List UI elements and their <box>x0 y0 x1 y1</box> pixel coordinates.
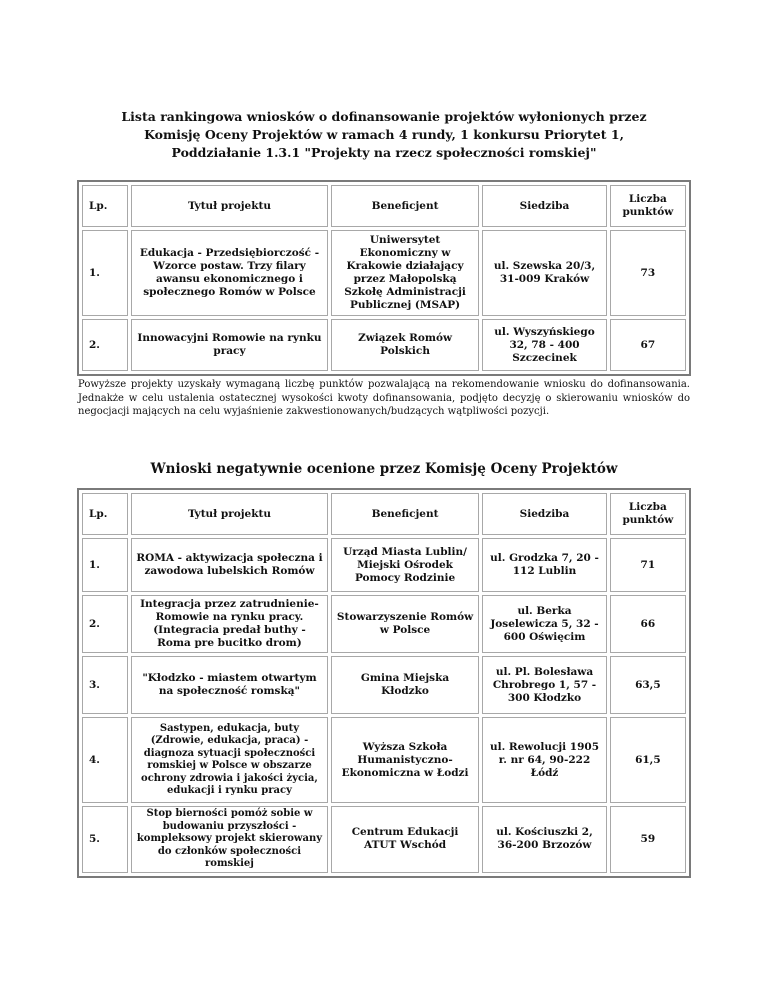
header-seat: Siedziba <box>482 493 606 535</box>
cell-beneficiary: Urząd Miasta Lublin/ Miejski Ośrodek Pomocy Rodzinie <box>331 538 480 592</box>
cell-lp: 2. <box>82 319 128 371</box>
cell-seat: ul. Kościuszki 2, 36-200 Brzozów <box>482 806 606 873</box>
table-row <box>82 656 686 714</box>
cell-seat: ul. Grodzka 7, 20 - 112 Lublin <box>482 538 606 592</box>
cell-seat: ul. Szewska 20/3, 31-009 Kraków <box>482 230 606 316</box>
ranking-table <box>77 180 691 376</box>
cell-points: 59 <box>610 806 686 873</box>
cell-beneficiary: Centrum Edukacji ATUT Wschód <box>331 806 480 873</box>
cell-lp: 1. <box>82 538 128 592</box>
cell-title: Edukacja - Przedsiębiorczość - Wzorce postaw. Trzy filary awansu ekonomicznego i społecznego Romów w Polsce <box>131 230 328 316</box>
table-row <box>82 538 686 592</box>
ranking-title: Lista rankingowa wniosków o dofinansowanie projektów wyłonionych przez Komisję Oceny Projektów w ramach 4 rundy, 1 konkursu Priorytet 1, Poddziałanie 1.3.1 "Projekty na rzecz społeczności romskiej" <box>121 109 647 160</box>
header-seat: Siedziba <box>482 185 606 227</box>
cell-points: 71 <box>610 538 686 592</box>
negative-table <box>77 488 691 878</box>
cell-lp: 1. <box>82 230 128 316</box>
table-row <box>82 230 686 316</box>
cell-beneficiary: Związek Romów Polskich <box>331 319 480 371</box>
cell-beneficiary: Gmina Miejska Kłodzko <box>331 656 480 714</box>
cell-points: 67 <box>610 319 686 371</box>
cell-points: 63,5 <box>610 656 686 714</box>
table-row <box>82 595 686 653</box>
cell-beneficiary: Wyższa Szkoła Humanistyczno- Ekonomiczna w Łodzi <box>331 717 480 803</box>
cell-title: ROMA - aktywizacja społeczna i zawodowa lubelskich Romów <box>131 538 328 592</box>
cell-title: Integracja przez zatrudnienie- Romowie na rynku pracy. (Integracia predał buthy - Roma pre bucitko drom) <box>131 595 328 653</box>
header-beneficiary: Beneficjent <box>331 493 480 535</box>
header-title: Tytuł projektu <box>131 493 328 535</box>
table-row <box>82 717 686 803</box>
cell-points: 61,5 <box>610 717 686 803</box>
cell-title: Sastypen, edukacja, buty (Zdrowie, edukacja, praca) - diagnoza sytuacji społeczności romskiej w Polsce w obszarze ochrony zdrowia i jakości życia, edukacji i rynku pracy <box>131 717 328 803</box>
header-title: Tytuł projektu <box>131 185 328 227</box>
header-beneficiary: Beneficjent <box>331 185 480 227</box>
table-row <box>82 319 686 371</box>
table-row <box>82 806 686 873</box>
cell-seat: ul. Pl. Bolesława Chrobrego 1, 57 - 300 Kłodzko <box>482 656 606 714</box>
cell-title: "Kłodzko - miastem otwartym na społeczność romską" <box>131 656 328 714</box>
cell-beneficiary: Stowarzyszenie Romów w Polsce <box>331 595 480 653</box>
ranking-note: Powyższe projekty uzyskały wymaganą liczbę punktów pozwalającą na rekomendowanie wniosku do dofinansowania. Jednakże w celu ustalenia ostatecznej wysokości kwoty dofinansowania, podjęto decyzję o skierowaniu wniosków do negocjacji mających na celu wyjaśnienie zakwestionowanych/budzących wątpliwości pozycji. <box>78 379 690 417</box>
table-header-row <box>82 493 686 535</box>
header-points: Liczba punktów <box>610 493 686 535</box>
negative-title: Wnioski negatywnie ocenione przez Komisję Oceny Projektów <box>150 461 618 477</box>
cell-seat: ul. Rewolucji 1905 r. nr 64, 90-222 Łódź <box>482 717 606 803</box>
cell-seat: ul. Wyszyńskiego 32, 78 - 400 Szczecinek <box>482 319 606 371</box>
cell-seat: ul. Berka Joselewicza 5, 32 - 600 Oświęcim <box>482 595 606 653</box>
cell-points: 66 <box>610 595 686 653</box>
cell-title: Innowacyjni Romowie na rynku pracy <box>131 319 328 371</box>
cell-points: 73 <box>610 230 686 316</box>
header-lp: Lp. <box>82 493 128 535</box>
cell-lp: 2. <box>82 595 128 653</box>
cell-title: Stop bierności pomóż sobie w budowaniu przyszłości - kompleksowy projekt skierowany do członków społeczności romskiej <box>131 806 328 873</box>
cell-beneficiary: Uniwersytet Ekonomiczny w Krakowie działający przez Małopolską Szkołę Administracji Publicznej (MSAP) <box>331 230 480 316</box>
cell-lp: 3. <box>82 656 128 714</box>
cell-lp: 4. <box>82 717 128 803</box>
table-header-row <box>82 185 686 227</box>
header-points: Liczba punktów <box>610 185 686 227</box>
cell-lp: 5. <box>82 806 128 873</box>
header-lp: Lp. <box>82 185 128 227</box>
